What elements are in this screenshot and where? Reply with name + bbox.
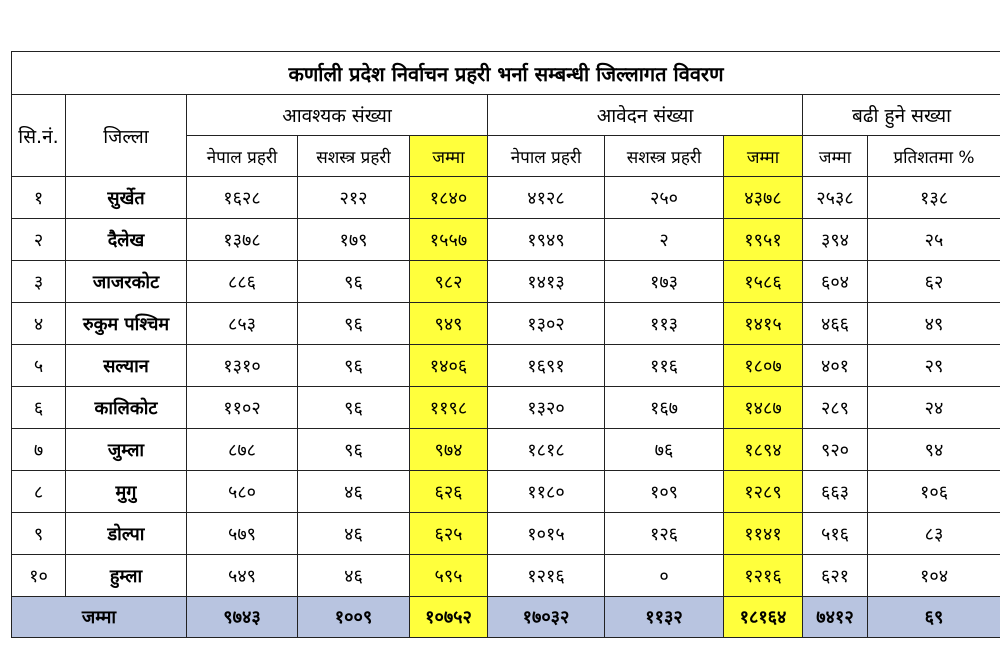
cell-extra-pct: २९ [868, 345, 1000, 387]
table-row [12, 555, 1000, 597]
cell-app-ap: ११६ [605, 345, 724, 387]
cell-extra-total: २८९ [803, 387, 868, 429]
cell-sn: ३ [12, 261, 66, 303]
cell-sn: १ [12, 177, 66, 219]
cell-extra-pct: २४ [868, 387, 1000, 429]
cell-extra-pct: १३८ [868, 177, 1000, 219]
cell-req-ap: ४६ [298, 471, 410, 513]
cell-req-total: ६२६ [410, 471, 488, 513]
cell-app-ap: ११३२ [605, 597, 724, 638]
cell-req-np: ५८० [187, 471, 298, 513]
cell-req-np: ५७९ [187, 513, 298, 555]
district-table [11, 51, 1000, 638]
cell-app-total: १९५१ [724, 219, 803, 261]
cell-req-ap: ९६ [298, 261, 410, 303]
header-district: जिल्ला [66, 95, 187, 177]
cell-app-np: १९४९ [488, 219, 605, 261]
cell-app-np: १०१५ [488, 513, 605, 555]
cell-extra-total: ६०४ [803, 261, 868, 303]
cell-sn: ८ [12, 471, 66, 513]
table-row [12, 303, 1000, 345]
cell-app-total: १८१६४ [724, 597, 803, 638]
header-required-group: आवश्यक संख्या [187, 95, 488, 136]
cell-sn: २ [12, 219, 66, 261]
cell-app-total: १२१६ [724, 555, 803, 597]
cell-extra-total: ७४१२ [803, 597, 868, 638]
cell-req-np: ९७४३ [187, 597, 298, 638]
cell-extra-total: ९२० [803, 429, 868, 471]
cell-app-total: १४८७ [724, 387, 803, 429]
cell-req-ap: ९६ [298, 387, 410, 429]
cell-app-ap: ७६ [605, 429, 724, 471]
cell-req-total: १४०६ [410, 345, 488, 387]
header-req-nepal-police: नेपाल प्रहरी [187, 136, 298, 177]
cell-req-np: ११०२ [187, 387, 298, 429]
cell-extra-pct: ९४ [868, 429, 1000, 471]
cell-req-np: ५४९ [187, 555, 298, 597]
table-row [12, 429, 1000, 471]
cell-district: रुकुम पश्चिम [66, 303, 187, 345]
cell-district: डोल्पा [66, 513, 187, 555]
cell-district: सल्यान [66, 345, 187, 387]
cell-app-np: १७०३२ [488, 597, 605, 638]
header-req-total: जम्मा [410, 136, 488, 177]
cell-district: मुगु [66, 471, 187, 513]
cell-extra-total: ४६६ [803, 303, 868, 345]
cell-extra-total: ६६३ [803, 471, 868, 513]
cell-extra-pct: ८३ [868, 513, 1000, 555]
totals-label: जम्मा [12, 597, 187, 638]
cell-req-ap: ४६ [298, 513, 410, 555]
header-app-total: जम्मा [724, 136, 803, 177]
table-row [12, 261, 1000, 303]
cell-district: कालिकोट [66, 387, 187, 429]
cell-app-total: १२८९ [724, 471, 803, 513]
cell-district: सुर्खेत [66, 177, 187, 219]
cell-req-total: १०७५२ [410, 597, 488, 638]
cell-req-ap: १७९ [298, 219, 410, 261]
cell-app-ap: ० [605, 555, 724, 597]
cell-extra-pct: ४९ [868, 303, 1000, 345]
totals-row [12, 597, 1000, 638]
cell-district: जुम्ला [66, 429, 187, 471]
cell-req-total: ११९८ [410, 387, 488, 429]
cell-app-np: ११८० [488, 471, 605, 513]
cell-req-ap: ९६ [298, 345, 410, 387]
cell-district: दैलेख [66, 219, 187, 261]
cell-req-total: १५५७ [410, 219, 488, 261]
cell-req-np: ८७८ [187, 429, 298, 471]
cell-req-np: १३७८ [187, 219, 298, 261]
cell-req-np: ८८६ [187, 261, 298, 303]
cell-app-np: १३०२ [488, 303, 605, 345]
cell-district: हुम्ला [66, 555, 187, 597]
cell-extra-pct: १०४ [868, 555, 1000, 597]
header-app-armed-police: सशस्त्र प्रहरी [605, 136, 724, 177]
cell-req-total: ५९५ [410, 555, 488, 597]
table-row [12, 387, 1000, 429]
table-title: कर्णाली प्रदेश निर्वाचन प्रहरी भर्ना सम्बन्धी जिल्लागत विवरण [12, 52, 1000, 95]
cell-req-total: १८४० [410, 177, 488, 219]
cell-sn: ७ [12, 429, 66, 471]
cell-app-ap: १६७ [605, 387, 724, 429]
cell-req-np: ८५३ [187, 303, 298, 345]
cell-app-total: ४३७८ [724, 177, 803, 219]
cell-req-ap: १००९ [298, 597, 410, 638]
cell-district: जाजरकोट [66, 261, 187, 303]
cell-sn: ५ [12, 345, 66, 387]
header-extra-percent: प्रतिशतमा % [868, 136, 1000, 177]
cell-app-total: ११४१ [724, 513, 803, 555]
cell-req-ap: ९६ [298, 303, 410, 345]
header-applied-group: आवेदन संख्या [488, 95, 803, 136]
cell-app-np: १२१६ [488, 555, 605, 597]
cell-req-total: ६२५ [410, 513, 488, 555]
header-sn: सि.नं. [12, 95, 66, 177]
cell-app-ap: १२६ [605, 513, 724, 555]
cell-req-total: ९८२ [410, 261, 488, 303]
cell-app-total: १८०७ [724, 345, 803, 387]
cell-extra-pct: २५ [868, 219, 1000, 261]
cell-extra-pct: १०६ [868, 471, 1000, 513]
cell-extra-total: ४०१ [803, 345, 868, 387]
header-app-nepal-police: नेपाल प्रहरी [488, 136, 605, 177]
table-body [12, 177, 1000, 597]
cell-app-ap: ११३ [605, 303, 724, 345]
cell-app-np: ४१२८ [488, 177, 605, 219]
table-row [12, 345, 1000, 387]
cell-req-total: ९७४ [410, 429, 488, 471]
cell-app-np: १६९१ [488, 345, 605, 387]
cell-app-np: १८१८ [488, 429, 605, 471]
table-row [12, 177, 1000, 219]
cell-extra-pct: ६९ [868, 597, 1000, 638]
cell-extra-total: ६२१ [803, 555, 868, 597]
cell-sn: १० [12, 555, 66, 597]
cell-req-ap: २१२ [298, 177, 410, 219]
cell-extra-total: २५३८ [803, 177, 868, 219]
cell-req-total: ९४९ [410, 303, 488, 345]
cell-extra-pct: ६२ [868, 261, 1000, 303]
cell-req-np: १६२८ [187, 177, 298, 219]
cell-app-total: १८९४ [724, 429, 803, 471]
cell-sn: ९ [12, 513, 66, 555]
cell-sn: ४ [12, 303, 66, 345]
header-extra-total: जम्मा [803, 136, 868, 177]
table-row [12, 219, 1000, 261]
table-row [12, 513, 1000, 555]
cell-app-total: १४१५ [724, 303, 803, 345]
header-req-armed-police: सशस्त्र प्रहरी [298, 136, 410, 177]
cell-app-ap: २ [605, 219, 724, 261]
cell-req-ap: ४६ [298, 555, 410, 597]
cell-extra-total: ५१६ [803, 513, 868, 555]
cell-app-ap: १०९ [605, 471, 724, 513]
cell-req-ap: ९६ [298, 429, 410, 471]
cell-app-total: १५८६ [724, 261, 803, 303]
cell-extra-total: ३९४ [803, 219, 868, 261]
cell-app-ap: १७३ [605, 261, 724, 303]
table-row [12, 471, 1000, 513]
cell-app-np: १३२० [488, 387, 605, 429]
cell-req-np: १३१० [187, 345, 298, 387]
cell-sn: ६ [12, 387, 66, 429]
header-extra-group: बढी हुने सख्या [803, 95, 1000, 136]
cell-app-np: १४१३ [488, 261, 605, 303]
cell-app-ap: २५० [605, 177, 724, 219]
